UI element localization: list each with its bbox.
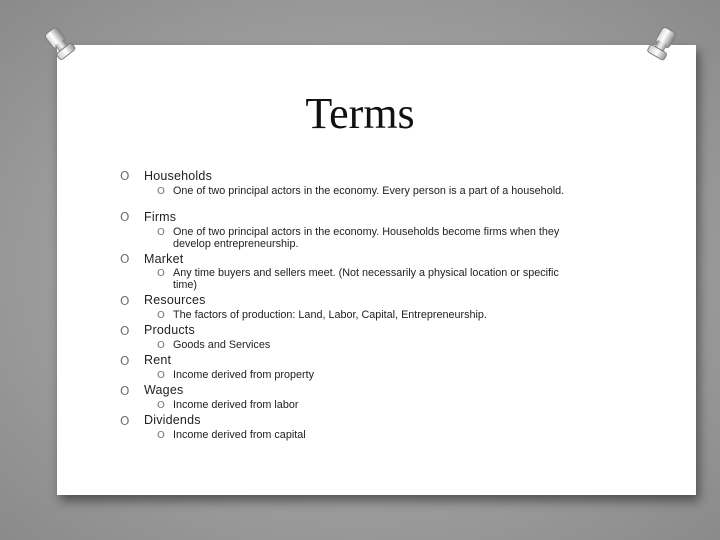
definition-firms: One of two principal actors in the economy. Households become firms when they develop entrepreneurship. bbox=[173, 226, 560, 250]
bullet-icon: O bbox=[120, 414, 130, 428]
sub-bullet-icon: O bbox=[157, 400, 165, 411]
sub-bullet-icon: O bbox=[157, 340, 165, 351]
definition-rent: Income derived from property bbox=[173, 369, 315, 381]
term-wages: Wages bbox=[144, 383, 184, 397]
term-resources: Resources bbox=[144, 293, 206, 307]
bullet-icon: O bbox=[120, 294, 130, 308]
slide-title: Terms bbox=[305, 89, 415, 138]
term-products: Products bbox=[144, 323, 195, 337]
sub-bullet-icon: O bbox=[157, 430, 165, 441]
sub-bullet-icon: O bbox=[157, 268, 165, 279]
definition-dividends: Income derived from capital bbox=[173, 429, 306, 441]
definition-products: Goods and Services bbox=[173, 339, 271, 351]
definition-resources: The factors of production: Land, Labor, Capital, Entrepreneurship. bbox=[173, 309, 487, 321]
term-rent: Rent bbox=[144, 353, 172, 367]
bullet-icon: O bbox=[120, 169, 130, 183]
sub-bullet-icon: O bbox=[157, 186, 165, 197]
definition-households: One of two principal actors in the economy. Every person is a part of a household. bbox=[173, 185, 565, 197]
bullet-icon: O bbox=[120, 354, 130, 368]
term-dividends: Dividends bbox=[144, 413, 201, 427]
sub-bullet-icon: O bbox=[157, 227, 165, 238]
bullet-icon: O bbox=[120, 252, 130, 266]
definition-market: Any time buyers and sellers meet. (Not necessarily a physical location or specific time) bbox=[173, 267, 559, 291]
term-firms: Firms bbox=[144, 210, 177, 224]
bullet-icon: O bbox=[120, 324, 130, 338]
term-households: Households bbox=[144, 169, 213, 183]
bullet-icon: O bbox=[120, 210, 130, 224]
bullet-icon: O bbox=[120, 384, 130, 398]
definition-wages: Income derived from labor bbox=[173, 399, 299, 411]
sub-bullet-icon: O bbox=[157, 370, 165, 381]
term-market: Market bbox=[144, 252, 184, 266]
sub-bullet-icon: O bbox=[157, 310, 165, 321]
